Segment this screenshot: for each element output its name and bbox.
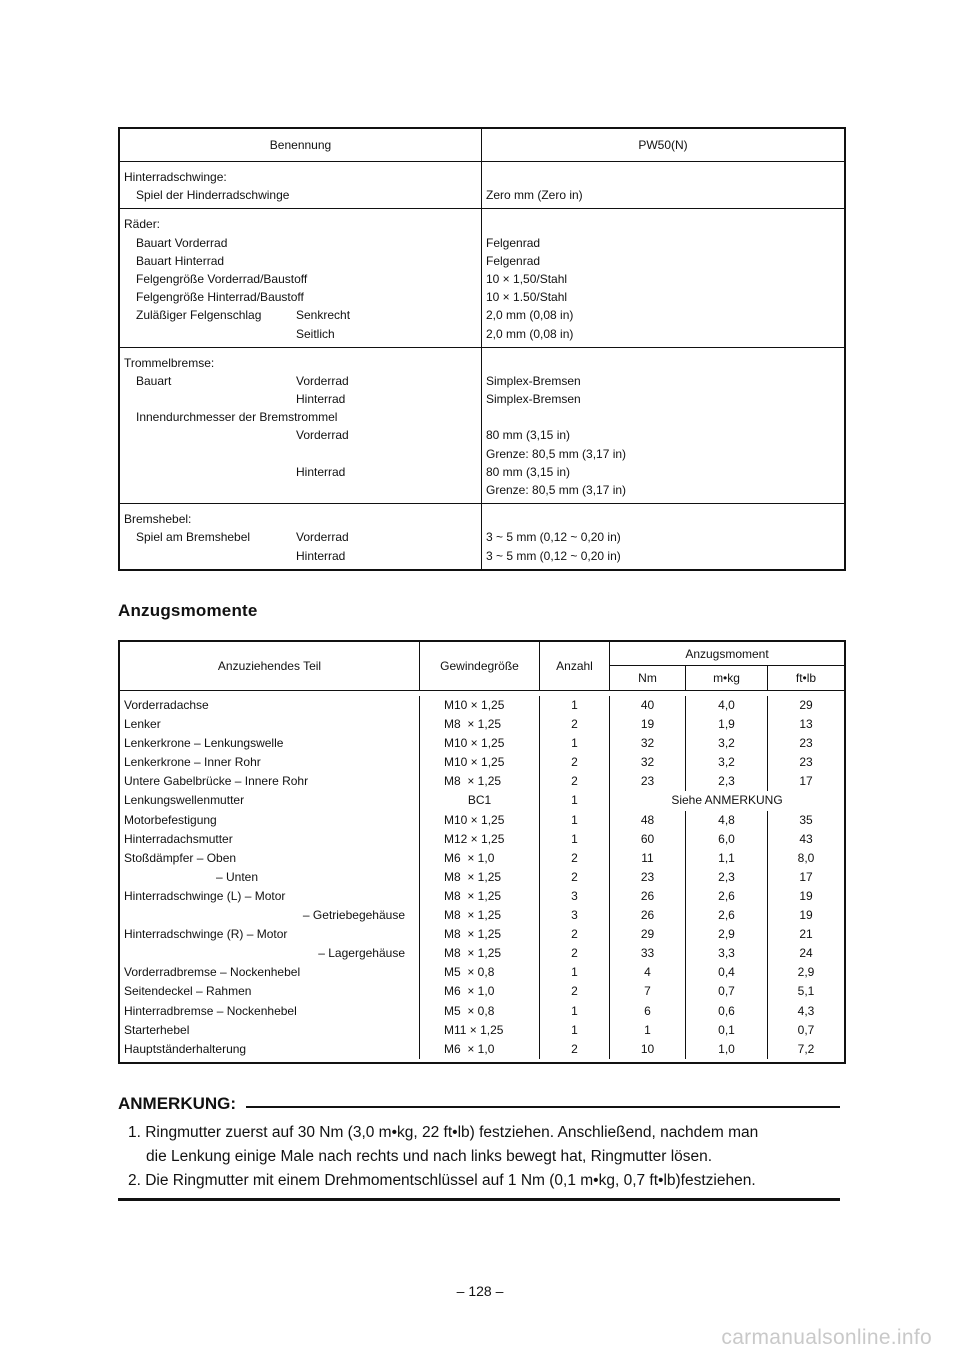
cell-qty: 2 (540, 1040, 610, 1059)
spec-label-text: Felgengröße Hinterrad/Baustoff (136, 290, 304, 305)
spec-value: 3 ~ 5 mm (0,12 ~ 0,20 in) (486, 530, 621, 545)
cell-ftlb: 4,3 (797, 1003, 815, 1018)
spec-sub-label: Vorderrad (296, 530, 349, 545)
cell-nm: 32 (610, 753, 686, 772)
note-line-2: die Lenkung einige Male nach rechts und nach links bewegt hat, Ringmutter lösen. (146, 1148, 713, 1165)
spec-label-line (124, 270, 481, 288)
table-row (120, 734, 844, 753)
table-row (120, 963, 844, 982)
cell-ftlb: 0,7 (797, 1022, 815, 1037)
cell-thread: M8 × 1,25 (420, 772, 540, 791)
cell-thread: M6 × 1,0 (420, 982, 540, 1001)
cell-mkg: 0,4 (686, 963, 768, 982)
spec-sub-label: Hinterrad (296, 392, 346, 407)
spec-section-label (120, 348, 482, 505)
spec-value: Simplex-Bremsen (486, 373, 581, 388)
note-line-1: 1. Ringmutter zuerst auf 30 Nm (3,0 m•kg, 22 ft•lb) festziehen. Anschließend, nachdem man (128, 1124, 759, 1141)
cell-ftlb: 2,9 (797, 965, 815, 980)
cell-part: Stoßdämpfer – Oben (120, 849, 420, 868)
col-thread: Gewindegröße (420, 642, 540, 690)
spec-label-line (124, 408, 481, 426)
cell-qty: 1 (540, 734, 610, 753)
table-row (120, 849, 844, 868)
cell-mkg: 2,6 (686, 887, 768, 906)
spec-sub-label: Vorderrad (296, 428, 349, 443)
spec-label-text: Bremshebel: (124, 512, 192, 527)
spec-value: Felgenrad (486, 235, 541, 250)
table-row (120, 887, 844, 906)
watermark: carmanualsonline.info (721, 1326, 932, 1349)
cell-nm: 4 (610, 963, 686, 982)
spec-label-line (124, 426, 481, 444)
spec-label-text: Bauart (136, 373, 172, 388)
cell-part: Hinterradachsmutter (120, 830, 420, 849)
spec-value: 10 × 1.50/Stahl (486, 290, 568, 305)
cell-nm: 7 (610, 982, 686, 1001)
col-part: Anzuziehendes Teil (120, 642, 420, 690)
spec-value: 2,0 mm (0,08 in) (486, 308, 574, 323)
cell-thread: M10 × 1,25 (420, 753, 540, 772)
table-row (120, 982, 844, 1001)
table-row (120, 1040, 844, 1059)
spec-value (486, 510, 844, 528)
spec-label-text: Zuläßiger Felgenschlag (136, 308, 262, 323)
spec-label-text: Bauart Hinterrad (136, 253, 225, 268)
spec-label-text: Spiel der Hinderradschwinge (136, 188, 290, 203)
spec-label-text: Felgengröße Vorderrad/Baustoff (136, 271, 308, 286)
spec-sub-label: Hinterrad (296, 548, 346, 563)
spec-label-text: Räder: (124, 217, 161, 232)
cell-qty: 2 (540, 753, 610, 772)
spec-value: 10 × 1,50/Stahl (486, 271, 568, 286)
spec-label-line (124, 168, 481, 186)
cell-part: Hauptständerhalterung (120, 1040, 420, 1059)
spec-sub-label: Vorderrad (296, 373, 349, 388)
table-row (120, 925, 844, 944)
cell-part: Seitendeckel – Rahmen (120, 982, 420, 1001)
cell-qty: 2 (540, 944, 610, 963)
cell-qty: 2 (540, 982, 610, 1001)
spec-label-text: Trommelbremse: (124, 355, 215, 370)
cell-thread: M5 × 0,8 (420, 963, 540, 982)
cell-ftlb: 23 (799, 755, 813, 770)
spec-section-value (482, 162, 844, 209)
cell-thread: M10 × 1,25 (420, 811, 540, 830)
spec-sub-label: Senkrecht (296, 308, 351, 323)
cell-qty: 1 (540, 830, 610, 849)
torque-table-header (120, 642, 844, 691)
cell-thread: M6 × 1,0 (420, 849, 540, 868)
cell-thread: M10 × 1,25 (420, 734, 540, 753)
cell-nm: 6 (610, 1002, 686, 1021)
cell-ftlb: 35 (799, 812, 813, 827)
table-row (120, 811, 844, 830)
spec-label-text: Spiel am Bremshebel (136, 530, 251, 545)
spec-value: Felgenrad (486, 253, 541, 268)
cell-nm: 33 (610, 944, 686, 963)
cell-mkg: 4,0 (686, 696, 768, 715)
spec-value (486, 215, 844, 233)
table-row (120, 1002, 844, 1021)
table-row (120, 791, 844, 810)
spec-label-text: Bauart Vorderrad (136, 235, 228, 250)
spec-section-label (120, 209, 482, 347)
cell-mkg: 2,3 (686, 772, 768, 791)
cell-nm: 48 (610, 811, 686, 830)
cell-nm: 19 (610, 715, 686, 734)
cell-thread: M8 × 1,25 (420, 925, 540, 944)
cell-part: Hinterradschwinge (R) – Motor (120, 925, 420, 944)
table-row (120, 830, 844, 849)
spec-label-line (124, 390, 481, 408)
cell-ftlb: 19 (799, 908, 813, 923)
cell-mkg: 1,1 (686, 849, 768, 868)
cell-mkg: 2,3 (686, 868, 768, 887)
note-line-3: 2. Die Ringmutter mit einem Drehmomentschlüssel auf 1 Nm (0,1 m•kg, 0,7 ft•lb)festziehen. (128, 1172, 756, 1189)
table-row (120, 944, 844, 963)
cell-mkg: 1,9 (686, 715, 768, 734)
table-row (120, 696, 844, 715)
table-row (120, 1021, 844, 1040)
spec-sub-label: Hinterrad (296, 464, 346, 479)
cell-qty: 2 (540, 715, 610, 734)
torque-units (610, 666, 844, 690)
cell-thread: M8 × 1,25 (420, 715, 540, 734)
cell-mkg: 3,2 (686, 753, 768, 772)
spec-section-value (482, 348, 844, 505)
cell-nm: 11 (610, 849, 686, 868)
cell-thread: M8 × 1,25 (420, 944, 540, 963)
spec-section-label (120, 162, 482, 209)
cell-thread: M5 × 0,8 (420, 1002, 540, 1021)
spec-label-text: Hinterradschwinge: (124, 170, 227, 184)
cell-nm: 29 (610, 925, 686, 944)
col-ftlb: ft•lb (795, 671, 817, 685)
cell-mkg: 0,6 (686, 1002, 768, 1021)
cell-thread: BC1 (420, 791, 540, 810)
cell-qty: 2 (540, 925, 610, 944)
col-torque: Anzugsmoment (610, 642, 844, 666)
col-nm: Nm (610, 666, 686, 690)
spec-value: Grenze: 80,5 mm (3,17 in) (486, 483, 627, 497)
bottom-rule (118, 1198, 840, 1201)
cell-qty: 2 (540, 772, 610, 791)
spec-label-line (124, 186, 481, 204)
spec-label-line (124, 372, 481, 390)
cell-part: Hinterradbremse – Nockenhebel (120, 1002, 420, 1021)
spec-section-value (482, 504, 844, 569)
cell-thread: M12 × 1,25 (420, 830, 540, 849)
spec-label-line (124, 306, 481, 324)
cell-part: Lenker (120, 715, 420, 734)
cell-mkg: 4,8 (686, 811, 768, 830)
note-title: ANMERKUNG: (118, 1094, 237, 1113)
table-row (120, 906, 844, 925)
cell-nm: 1 (610, 1021, 686, 1040)
cell-qty: 1 (540, 791, 610, 810)
cell-mkg: 0,7 (686, 982, 768, 1001)
cell-qty: 3 (540, 906, 610, 925)
spec-label-line (124, 234, 481, 252)
cell-note: Siehe ANMERKUNG (671, 793, 783, 808)
spec-value: 80 mm (3,15 in) (486, 464, 571, 479)
cell-thread: M6 × 1,0 (420, 1040, 540, 1059)
cell-ftlb: 21 (799, 927, 813, 942)
spec-value: Grenze: 80,5 mm (3,17 in) (486, 446, 627, 461)
cell-nm: 60 (610, 830, 686, 849)
torque-table (118, 640, 846, 1064)
cell-part: Hinterradschwinge (L) – Motor (120, 887, 420, 906)
note-rule (246, 1106, 840, 1108)
cell-part: Untere Gabelbrücke – Innere Rohr (120, 772, 420, 791)
spec-header-model: PW50(N) (482, 129, 844, 162)
spec-section-value (482, 209, 844, 347)
cell-qty: 3 (540, 887, 610, 906)
col-mkg: m•kg (686, 666, 768, 690)
cell-mkg: 3,3 (686, 944, 768, 963)
cell-qty: 1 (540, 811, 610, 830)
table-row (120, 868, 844, 887)
cell-part: Starterhebel (120, 1021, 420, 1040)
cell-mkg: 0,1 (686, 1021, 768, 1040)
spec-value: 2,0 mm (0,08 in) (486, 326, 574, 341)
cell-part: Lenkerkrone – Lenkungswelle (120, 734, 420, 753)
cell-qty: 2 (540, 849, 610, 868)
cell-mkg: 6,0 (686, 830, 768, 849)
cell-qty: 1 (540, 1002, 610, 1021)
cell-qty: 1 (540, 696, 610, 715)
cell-ftlb: 19 (799, 888, 813, 903)
cell-thread: M11 × 1,25 (420, 1021, 540, 1040)
cell-qty: 2 (540, 868, 610, 887)
spec-label-line (124, 288, 481, 306)
cell-nm: 26 (610, 887, 686, 906)
spec-section-label (120, 504, 482, 569)
cell-thread: M8 × 1,25 (420, 868, 540, 887)
spec-header-name: Benennung (120, 129, 482, 162)
spec-value (486, 168, 844, 186)
spec-value: Zero mm (Zero in) (486, 188, 583, 203)
cell-part: Vorderradbremse – Nockenhebel (120, 963, 420, 982)
spec-label-line (124, 481, 481, 499)
cell-ftlb: 8,0 (797, 850, 815, 865)
table-row (120, 753, 844, 772)
cell-mkg: 1,0 (686, 1040, 768, 1059)
cell-ftlb: 5,1 (797, 984, 815, 999)
torque-table-body (120, 691, 844, 1062)
cell-qty: 1 (540, 963, 610, 982)
cell-part: Vorderradachse (120, 696, 420, 715)
cell-part: – Lagergehäuse (120, 944, 420, 963)
spec-value (486, 354, 844, 372)
cell-nm: 32 (610, 734, 686, 753)
cell-nm: 40 (610, 696, 686, 715)
cell-ftlb: 24 (799, 946, 813, 961)
cell-ftlb: 23 (799, 736, 813, 751)
spec-label-line (124, 445, 481, 463)
spec-value (486, 408, 844, 426)
cell-part: Motorbefestigung (120, 811, 420, 830)
cell-nm: 26 (610, 906, 686, 925)
col-qty: Anzahl (540, 642, 610, 690)
cell-part: Lenkungswellenmutter (120, 791, 420, 810)
spec-label-line (124, 528, 481, 546)
spec-label-line (124, 252, 481, 270)
cell-ftlb: 43 (799, 831, 813, 846)
cell-thread: M8 × 1,25 (420, 887, 540, 906)
cell-nm: 23 (610, 772, 686, 791)
spec-value: 80 mm (3,15 in) (486, 428, 571, 443)
page-number: – 128 – (456, 1283, 504, 1299)
cell-nm: 23 (610, 868, 686, 887)
cell-mkg: 2,6 (686, 906, 768, 925)
cell-mkg: 2,9 (686, 925, 768, 944)
spec-value: 3 ~ 5 mm (0,12 ~ 0,20 in) (486, 548, 621, 563)
cell-qty: 1 (540, 1021, 610, 1040)
spec-label-line (124, 325, 481, 343)
cell-ftlb: 7,2 (797, 1041, 815, 1056)
spec-label-line (124, 354, 481, 372)
cell-ftlb: 17 (799, 869, 813, 884)
cell-part: Lenkerkrone – Inner Rohr (120, 753, 420, 772)
spec-sub-label: Seitlich (296, 326, 335, 341)
cell-part: – Unten (120, 868, 420, 887)
spec-value: Simplex-Bremsen (486, 392, 581, 407)
spec-label-line (124, 510, 481, 528)
col-torque-group (610, 642, 844, 690)
spec-label-line (124, 547, 481, 565)
spec-label-line (124, 463, 481, 481)
spec-label-text: Innendurchmesser der Bremstrommel (136, 410, 338, 425)
spec-table (118, 127, 846, 571)
cell-thread: M10 × 1,25 (420, 696, 540, 715)
cell-ftlb: 13 (799, 717, 813, 732)
cell-thread: M8 × 1,25 (420, 906, 540, 925)
cell-part: – Getriebegehäuse (120, 906, 420, 925)
table-row (120, 715, 844, 734)
cell-ftlb: 17 (799, 774, 813, 789)
cell-nm: 10 (610, 1040, 686, 1059)
cell-ftlb: 29 (799, 698, 813, 712)
cell-mkg: 3,2 (686, 734, 768, 753)
torque-heading: Anzugsmomente (118, 601, 258, 620)
table-row (120, 772, 844, 791)
spec-label-line (124, 215, 481, 233)
